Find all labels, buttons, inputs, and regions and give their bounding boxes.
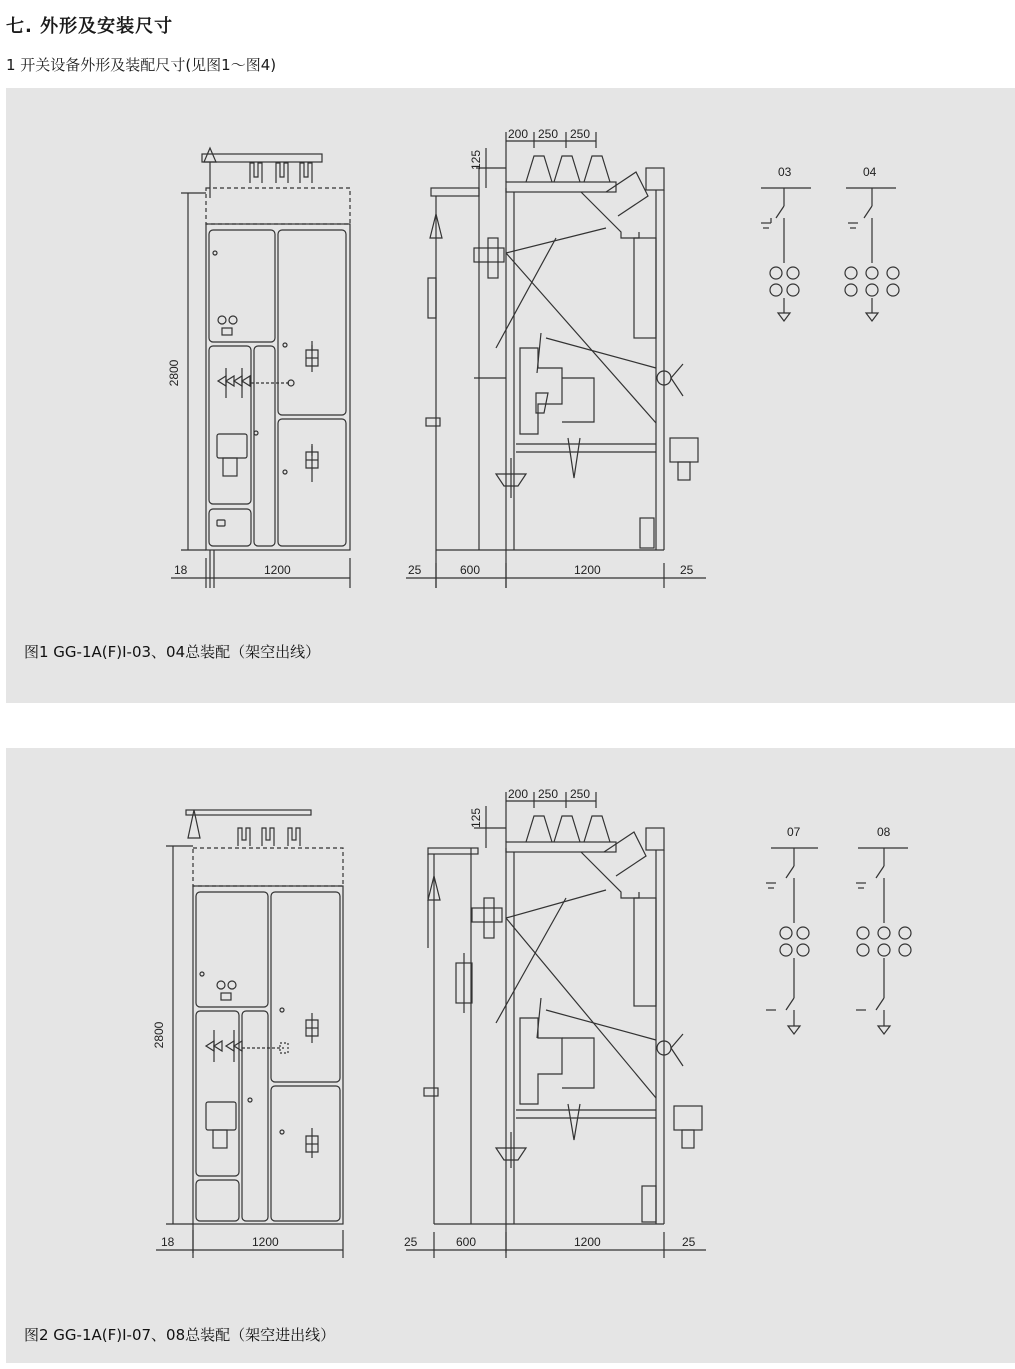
side-bottom-dimension [406, 1232, 706, 1258]
scheme-07-symbol [766, 848, 818, 1034]
front-height-dimension [166, 846, 193, 1224]
dim-side-1200: 1200 [574, 1235, 601, 1249]
dim-top-200: 200 [508, 127, 529, 141]
dim-side-600: 600 [456, 1235, 477, 1249]
dim-top-125: 125 [469, 807, 483, 828]
dim-left-small: 18 [174, 563, 188, 577]
dim-front-width: 1200 [264, 563, 291, 577]
figure-1-drawing [6, 88, 1015, 703]
dim-side-right: 25 [682, 1235, 696, 1249]
front-width-dimension [171, 558, 350, 588]
dim-top-250a: 250 [538, 787, 559, 801]
scheme-label-03: 03 [778, 165, 792, 179]
dim-side-600: 600 [460, 563, 481, 577]
front-width-dimension [156, 1230, 343, 1258]
dim-height: 2800 [152, 1021, 166, 1049]
subtitle: 1 开关设备外形及装配尺寸(见图1～图4) [6, 56, 277, 74]
scheme-04-symbol [845, 188, 899, 321]
scheme-03-symbol [761, 188, 811, 321]
dim-top-250b: 250 [570, 787, 591, 801]
figure-1-panel [6, 88, 1015, 703]
figure-1-caption: 图1 GG-1A(F)I-03、04总装配（架空出线） [24, 643, 321, 661]
dim-top-125: 125 [469, 149, 483, 170]
scheme-label-07: 07 [787, 825, 801, 839]
dim-side-left: 25 [404, 1235, 418, 1249]
scheme-label-04: 04 [863, 165, 877, 179]
dim-height: 2800 [167, 359, 181, 387]
dim-side-left: 25 [408, 563, 422, 577]
dim-front-width: 1200 [252, 1235, 279, 1249]
front-view-cabinet [202, 148, 350, 588]
dim-top-250a: 250 [538, 127, 559, 141]
scheme-08-symbol [856, 848, 911, 1034]
side-view-cabinet [426, 156, 698, 588]
figure-2-drawing [6, 748, 1015, 1363]
front-height-dimension [181, 193, 206, 550]
dim-top-250b: 250 [570, 127, 591, 141]
scheme-label-08: 08 [877, 825, 891, 839]
front-view-cabinet [186, 810, 343, 1253]
section-title: 七. 外形及安装尺寸 [6, 16, 174, 37]
figure-2-caption: 图2 GG-1A(F)I-07、08总装配（架空进出线） [24, 1326, 336, 1344]
dim-side-right: 25 [680, 563, 694, 577]
side-bottom-dimension [406, 563, 706, 588]
side-view-cabinet [424, 816, 702, 1253]
dim-side-1200: 1200 [574, 563, 601, 577]
figure-2-panel [6, 748, 1015, 1363]
dim-top-200: 200 [508, 787, 529, 801]
dim-left-small: 18 [161, 1235, 175, 1249]
